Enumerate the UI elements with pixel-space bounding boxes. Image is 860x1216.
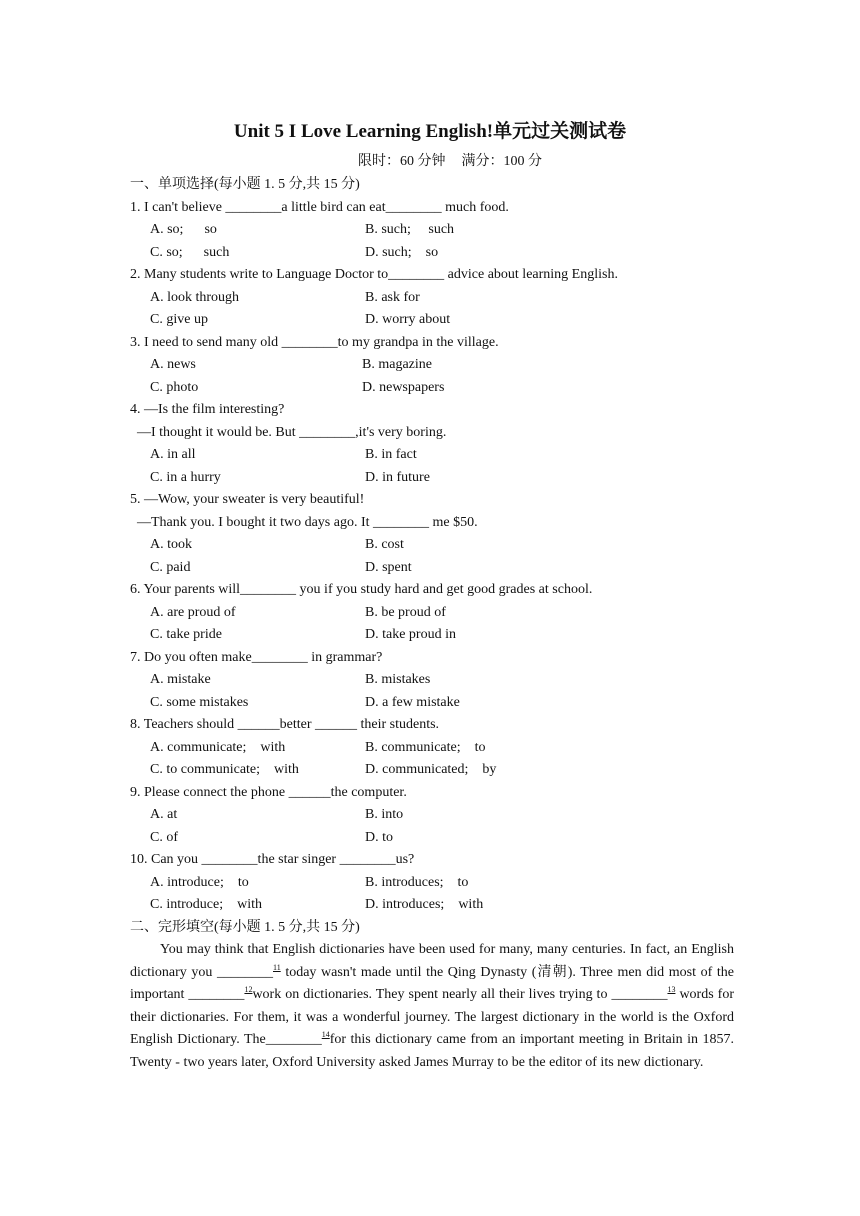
option-row: [130, 354, 734, 377]
option-row: [130, 287, 734, 310]
question-stem: 7. Do you often make________ in grammar?: [130, 649, 383, 665]
question-stem: 9. Please connect the phone ______the computer.: [130, 784, 407, 800]
option-row: [130, 377, 734, 400]
question-stem: 1. I can't believe ________a little bird can eat________ much food.: [130, 199, 509, 215]
option-row: [130, 624, 734, 647]
cloze-passage: [130, 939, 734, 1074]
answer-option: B. cost: [365, 537, 404, 552]
exam-content: [130, 174, 734, 1074]
blank-number: 12: [244, 985, 253, 994]
answer-option: C. so; such: [150, 244, 230, 260]
blank-number: 14: [321, 1030, 330, 1039]
answer-option: A. took: [150, 537, 192, 552]
answer-option: A. are proud of: [150, 604, 236, 620]
option-row: [130, 557, 734, 580]
answer-option: A. so; so: [150, 222, 217, 237]
answer-option: B. be proud of: [365, 604, 446, 620]
answer-option: D. take proud in: [365, 627, 456, 642]
question-item: [130, 714, 734, 782]
section-heading-multiple-choice: 一、单项选择(每小题 1. 5 分,共 15 分): [130, 177, 360, 192]
passage-text: words for their dictionaries. For them, it was a wonderful journey. The largest dictionary in the world is the Oxford English Dictionary. The________: [130, 987, 734, 1047]
full-score: 满分：100 分: [461, 154, 542, 169]
answer-option: A. look through: [150, 289, 240, 305]
option-row: [130, 692, 734, 715]
question-item: [130, 197, 734, 265]
answer-option: A. introduce; to: [150, 874, 249, 890]
answer-option: D. spent: [365, 559, 412, 575]
question-stem: 6. Your parents will________ you if you study hard and get good grades at school.: [130, 582, 593, 597]
option-row: [130, 309, 734, 332]
passage-text: today wasn't made until the Qing Dynasty (清朝). Three men did most of the important ________: [130, 964, 734, 1002]
answer-option: C. of: [150, 829, 178, 845]
answer-option: C. paid: [150, 559, 191, 575]
option-row: [130, 804, 734, 827]
question-stem: 4. —Is the film interesting?: [130, 402, 285, 417]
option-row: [130, 467, 734, 490]
question-item: [130, 332, 734, 400]
answer-option: C. take pride: [150, 627, 222, 642]
option-row: [130, 444, 734, 467]
time-limit: 限时：60 分钟: [358, 154, 446, 169]
option-row: [130, 219, 734, 242]
question-stem: 3. I need to send many old ________to my grandpa in the village.: [130, 334, 499, 350]
question-item: [130, 264, 734, 332]
option-row: [130, 669, 734, 692]
answer-option: D. communicated; by: [365, 762, 497, 777]
answer-option: B. mistakes: [365, 672, 431, 687]
answer-option: D. introduces; with: [365, 897, 484, 912]
answer-option: A. news: [150, 357, 196, 372]
answer-option: D. a few mistake: [365, 694, 460, 710]
option-row: [130, 242, 734, 265]
answer-option: C. give up: [150, 312, 208, 327]
blank-number: 13: [667, 985, 676, 994]
answer-option: B. magazine: [362, 357, 432, 372]
answer-option: D. to: [365, 829, 393, 845]
passage-text: for this dictionary came from an important meeting in Britain in 1857. Twenty - two years later, Oxford University asked James Murray to be the editor of its new dictionary.: [130, 1032, 734, 1070]
question-stem: 8. Teachers should ______better ______ their students.: [130, 717, 440, 732]
option-row: [130, 827, 734, 850]
question-item: [130, 849, 734, 917]
question-dialogue-line: —I thought it would be. But ________,it's very boring.: [137, 424, 447, 440]
answer-option: C. to communicate; with: [150, 762, 299, 777]
passage-text: You may think that English dictionaries have been used for many, many centuries. In fact, an English dictionary you ________: [130, 942, 734, 980]
answer-option: A. at: [150, 807, 178, 822]
answer-option: A. mistake: [150, 672, 211, 687]
question-stem: 2. Many students write to Language Doctor to________ advice about learning English.: [130, 267, 618, 282]
answer-option: C. photo: [150, 379, 199, 395]
question-stem: 10. Can you ________the star singer ________us?: [130, 852, 415, 867]
question-item: [130, 489, 734, 579]
passage-text: work on dictionaries. They spent nearly all their lives trying to ________: [252, 987, 668, 1002]
answer-option: B. introduces; to: [365, 874, 469, 890]
option-row: [130, 872, 734, 895]
option-row: [130, 894, 734, 917]
answer-option: A. communicate; with: [150, 739, 286, 755]
answer-option: B. communicate; to: [365, 739, 486, 755]
answer-option: C. in a hurry: [150, 469, 221, 485]
answer-option: D. such; so: [365, 244, 439, 260]
question-stem: 5. —Wow, your sweater is very beautiful!: [130, 492, 365, 507]
exam-info: [0, 150, 860, 170]
answer-option: A. in all: [150, 447, 196, 462]
option-row: [130, 759, 734, 782]
option-row: [130, 737, 734, 760]
page-title: Unit 5 I Love Learning English!单元过关测试卷: [233, 121, 627, 142]
option-row: [130, 534, 734, 557]
answer-option: D. in future: [365, 469, 430, 485]
answer-option: C. introduce; with: [150, 897, 262, 912]
question-item: [130, 399, 734, 489]
answer-option: B. ask for: [365, 289, 420, 305]
answer-option: B. such; such: [365, 222, 455, 237]
question-list: [130, 197, 734, 917]
answer-option: D. worry about: [365, 312, 451, 327]
question-dialogue-line: —Thank you. I bought it two days ago. It ________ me $50.: [137, 514, 478, 530]
question-item: [130, 579, 734, 647]
option-row: [130, 602, 734, 625]
answer-option: C. some mistakes: [150, 694, 249, 710]
answer-option: B. into: [365, 807, 404, 822]
blank-number: 11: [273, 962, 281, 972]
question-item: [130, 647, 734, 715]
question-item: [130, 782, 734, 850]
answer-option: B. in fact: [365, 447, 417, 462]
answer-option: D. newspapers: [362, 379, 445, 395]
section-heading-cloze: 二、完形填空(每小题 1. 5 分,共 15 分): [130, 919, 360, 935]
